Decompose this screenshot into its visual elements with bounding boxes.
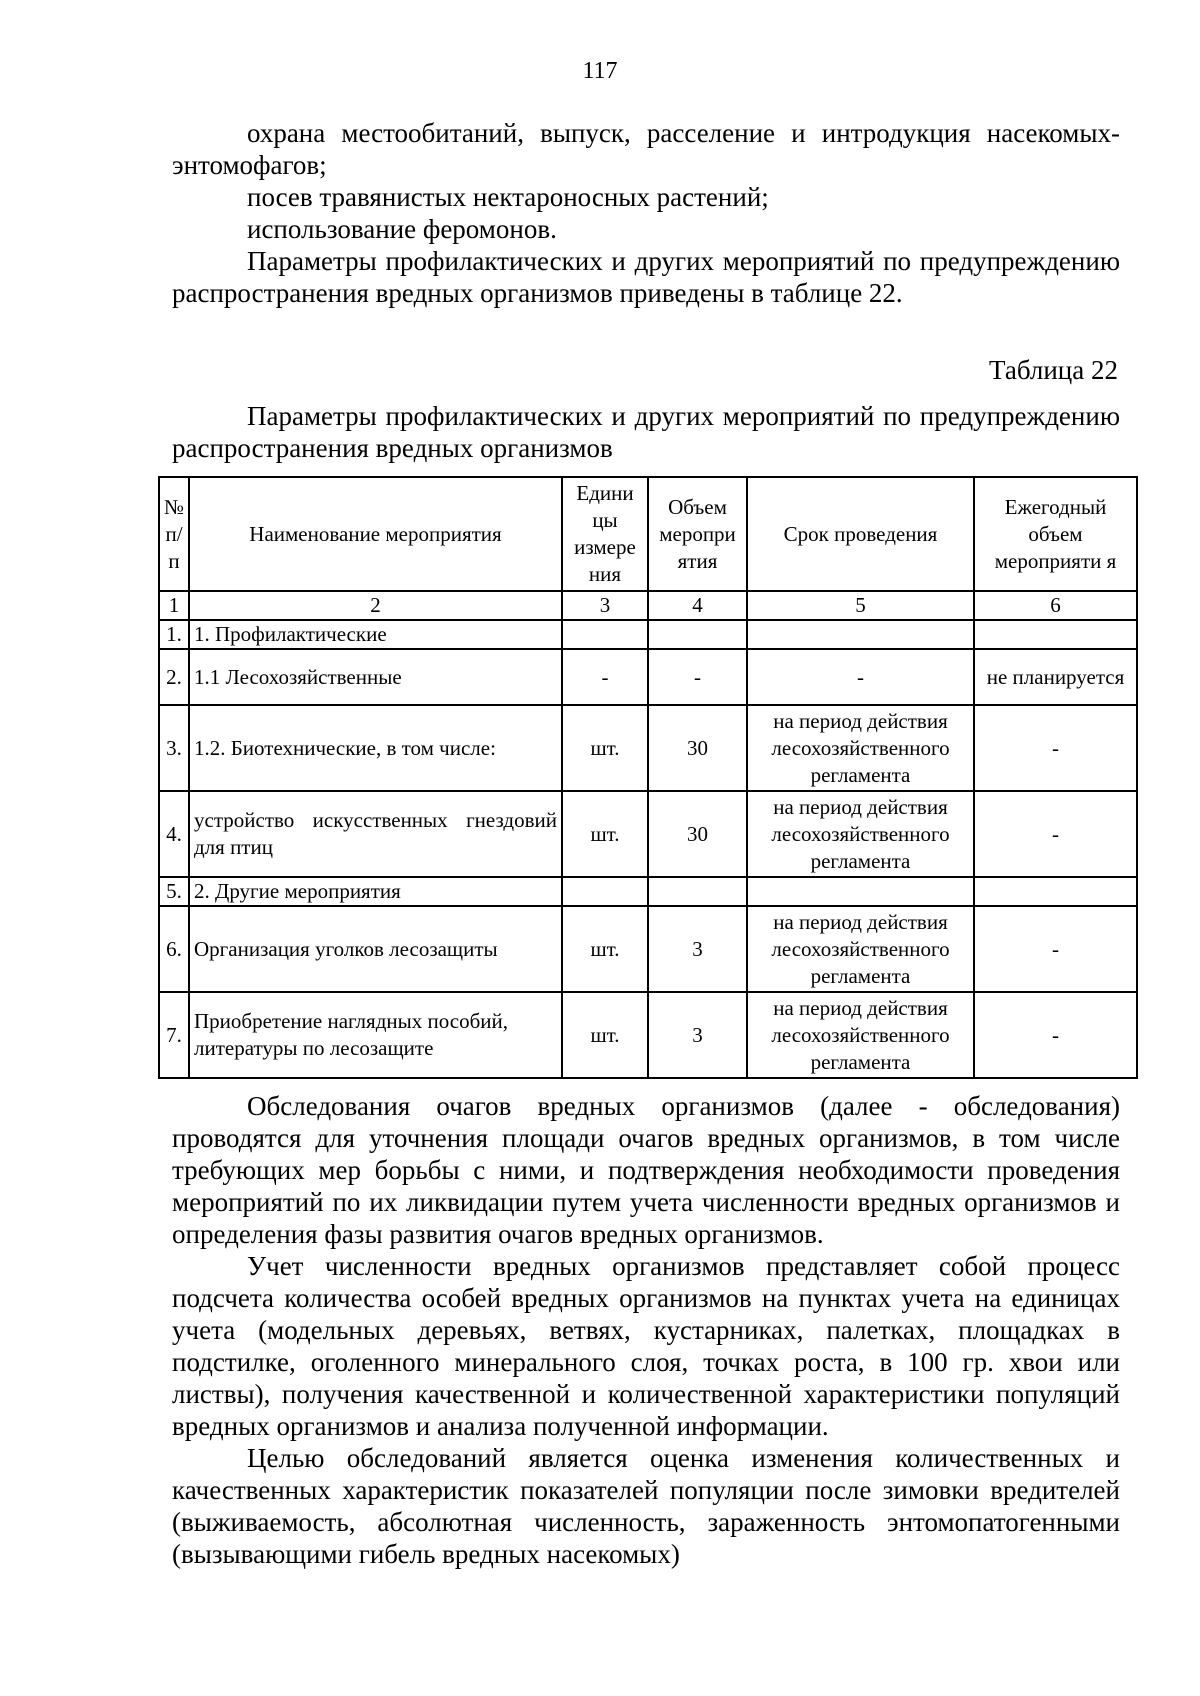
volume: 30 xyxy=(648,705,747,791)
volume xyxy=(648,877,747,906)
annual-volume: не планируется xyxy=(974,649,1137,705)
unit: шт. xyxy=(562,906,648,992)
row-number: 7. xyxy=(159,992,189,1078)
header-unit: Едини цы измере ния xyxy=(562,477,648,591)
measures-table xyxy=(158,476,1138,1079)
measure-name: 1.1 Лесохозяйственные xyxy=(189,649,562,705)
volume: 3 xyxy=(648,992,747,1078)
table-row xyxy=(159,992,1137,1078)
measure-name: 2. Другие мероприятия xyxy=(189,877,562,906)
period: - xyxy=(747,649,974,705)
volume: 3 xyxy=(648,906,747,992)
paragraph-pheromones: использование феромонов. xyxy=(247,214,557,244)
row-number: 4. xyxy=(159,791,189,877)
volume: 30 xyxy=(648,791,747,877)
unit: шт. xyxy=(562,791,648,877)
table-row xyxy=(159,705,1137,791)
column-number: 1 xyxy=(159,591,189,620)
volume xyxy=(648,620,747,649)
annual-volume: - xyxy=(974,705,1137,791)
unit: шт. xyxy=(562,992,648,1078)
column-number: 5 xyxy=(747,591,974,620)
period: на период действия лесохозяйственного регламента xyxy=(747,791,974,877)
period: на период действия лесохозяйственного регламента xyxy=(747,705,974,791)
measure-name: 1. Профилактические xyxy=(189,620,562,649)
paragraph-entomophages: охрана местообитаний, выпуск, расселение и интродукция насекомых-энтомофагов; xyxy=(172,118,1120,180)
paragraph-nectar-plants: посев травянистых нектароносных растений; xyxy=(247,182,769,212)
period: на период действия лесохозяйственного регламента xyxy=(747,906,974,992)
unit xyxy=(562,620,648,649)
body-text xyxy=(172,1090,1120,1570)
page-number: 117 xyxy=(582,58,618,84)
row-number: 3. xyxy=(159,705,189,791)
row-number: 6. xyxy=(159,906,189,992)
table-title-text: Параметры профилактических и других мероприятий по предупреждению распространения вредных организмов xyxy=(172,401,1120,463)
table-row xyxy=(159,791,1137,877)
row-number: 1. xyxy=(159,620,189,649)
header-number: № п/п xyxy=(159,477,189,591)
volume: - xyxy=(648,649,747,705)
table-label: Таблица 22 xyxy=(989,355,1118,385)
column-number: 2 xyxy=(189,591,562,620)
table-row xyxy=(159,649,1137,705)
measure-name: Организация уголков лесозащиты xyxy=(189,906,562,992)
header-measure-name: Наименование мероприятия xyxy=(189,477,562,591)
table-header-row xyxy=(159,477,1137,591)
period xyxy=(747,620,974,649)
header-volume: Объем меропри ятия xyxy=(648,477,747,591)
intro-text xyxy=(172,117,1120,309)
annual-volume xyxy=(974,877,1137,906)
table-column-numbers-row xyxy=(159,591,1137,620)
unit: шт. xyxy=(562,705,648,791)
annual-volume: - xyxy=(974,906,1137,992)
column-number: 4 xyxy=(648,591,747,620)
table-row xyxy=(159,906,1137,992)
measure-name: Приобретение наглядных пособий, литературы по лесозащите xyxy=(189,992,562,1078)
period xyxy=(747,877,974,906)
period: на период действия лесохозяйственного регламента xyxy=(747,992,974,1078)
annual-volume: - xyxy=(974,992,1137,1078)
annual-volume: - xyxy=(974,791,1137,877)
measures-table-wrapper xyxy=(158,476,1136,1079)
header-period: Срок проведения xyxy=(747,477,974,591)
unit: - xyxy=(562,649,648,705)
paragraph-counting: Учет численности вредных организмов представляет собой процесс подсчета количества особей вредных организмов на пунктах учета на единицах учета (модельных деревьях, ветвях, кустарниках, палетках, площадках в подстилке, оголенного минерального слоя, точках роста, в 100 гр. хвои или листвы), получения качественной и количественной характеристики популяций вредных организмов и анализа полученной информации. xyxy=(172,1251,1120,1441)
column-number: 6 xyxy=(974,591,1137,620)
table-row xyxy=(159,620,1137,649)
measure-name: 1.2. Биотехнические, в том числе: xyxy=(189,705,562,791)
unit xyxy=(562,877,648,906)
row-number: 5. xyxy=(159,877,189,906)
column-number: 3 xyxy=(562,591,648,620)
header-annual-volume: Ежегодный объем мероприяти я xyxy=(974,477,1137,591)
table-row xyxy=(159,877,1137,906)
annual-volume xyxy=(974,620,1137,649)
paragraph-table-reference: Параметры профилактических и других мероприятий по предупреждению распространения вредных организмов приведены в таблице 22. xyxy=(172,246,1120,308)
table-title xyxy=(172,400,1120,464)
measure-name: устройство искусственных гнездовий для птиц xyxy=(189,791,562,877)
paragraph-surveys: Обследования очагов вредных организмов (далее - обследования) проводятся для уточнения площади очагов вредных организмов, в том числе требующих мер борьбы с ними, и подтверждения необходимости проведения мероприятий по их ликвидации путем учета численности вредных организмов и определения фазы развития очагов вредных организмов. xyxy=(172,1091,1120,1249)
row-number: 2. xyxy=(159,649,189,705)
paragraph-purpose: Целью обследований является оценка изменения количественных и качественных характеристик показателей популяции после зимовки вредителей (выживаемость, абсолютная численность, зараженность энтомопатогенными (вызывающими гибель вредных насекомых) xyxy=(172,1443,1120,1569)
